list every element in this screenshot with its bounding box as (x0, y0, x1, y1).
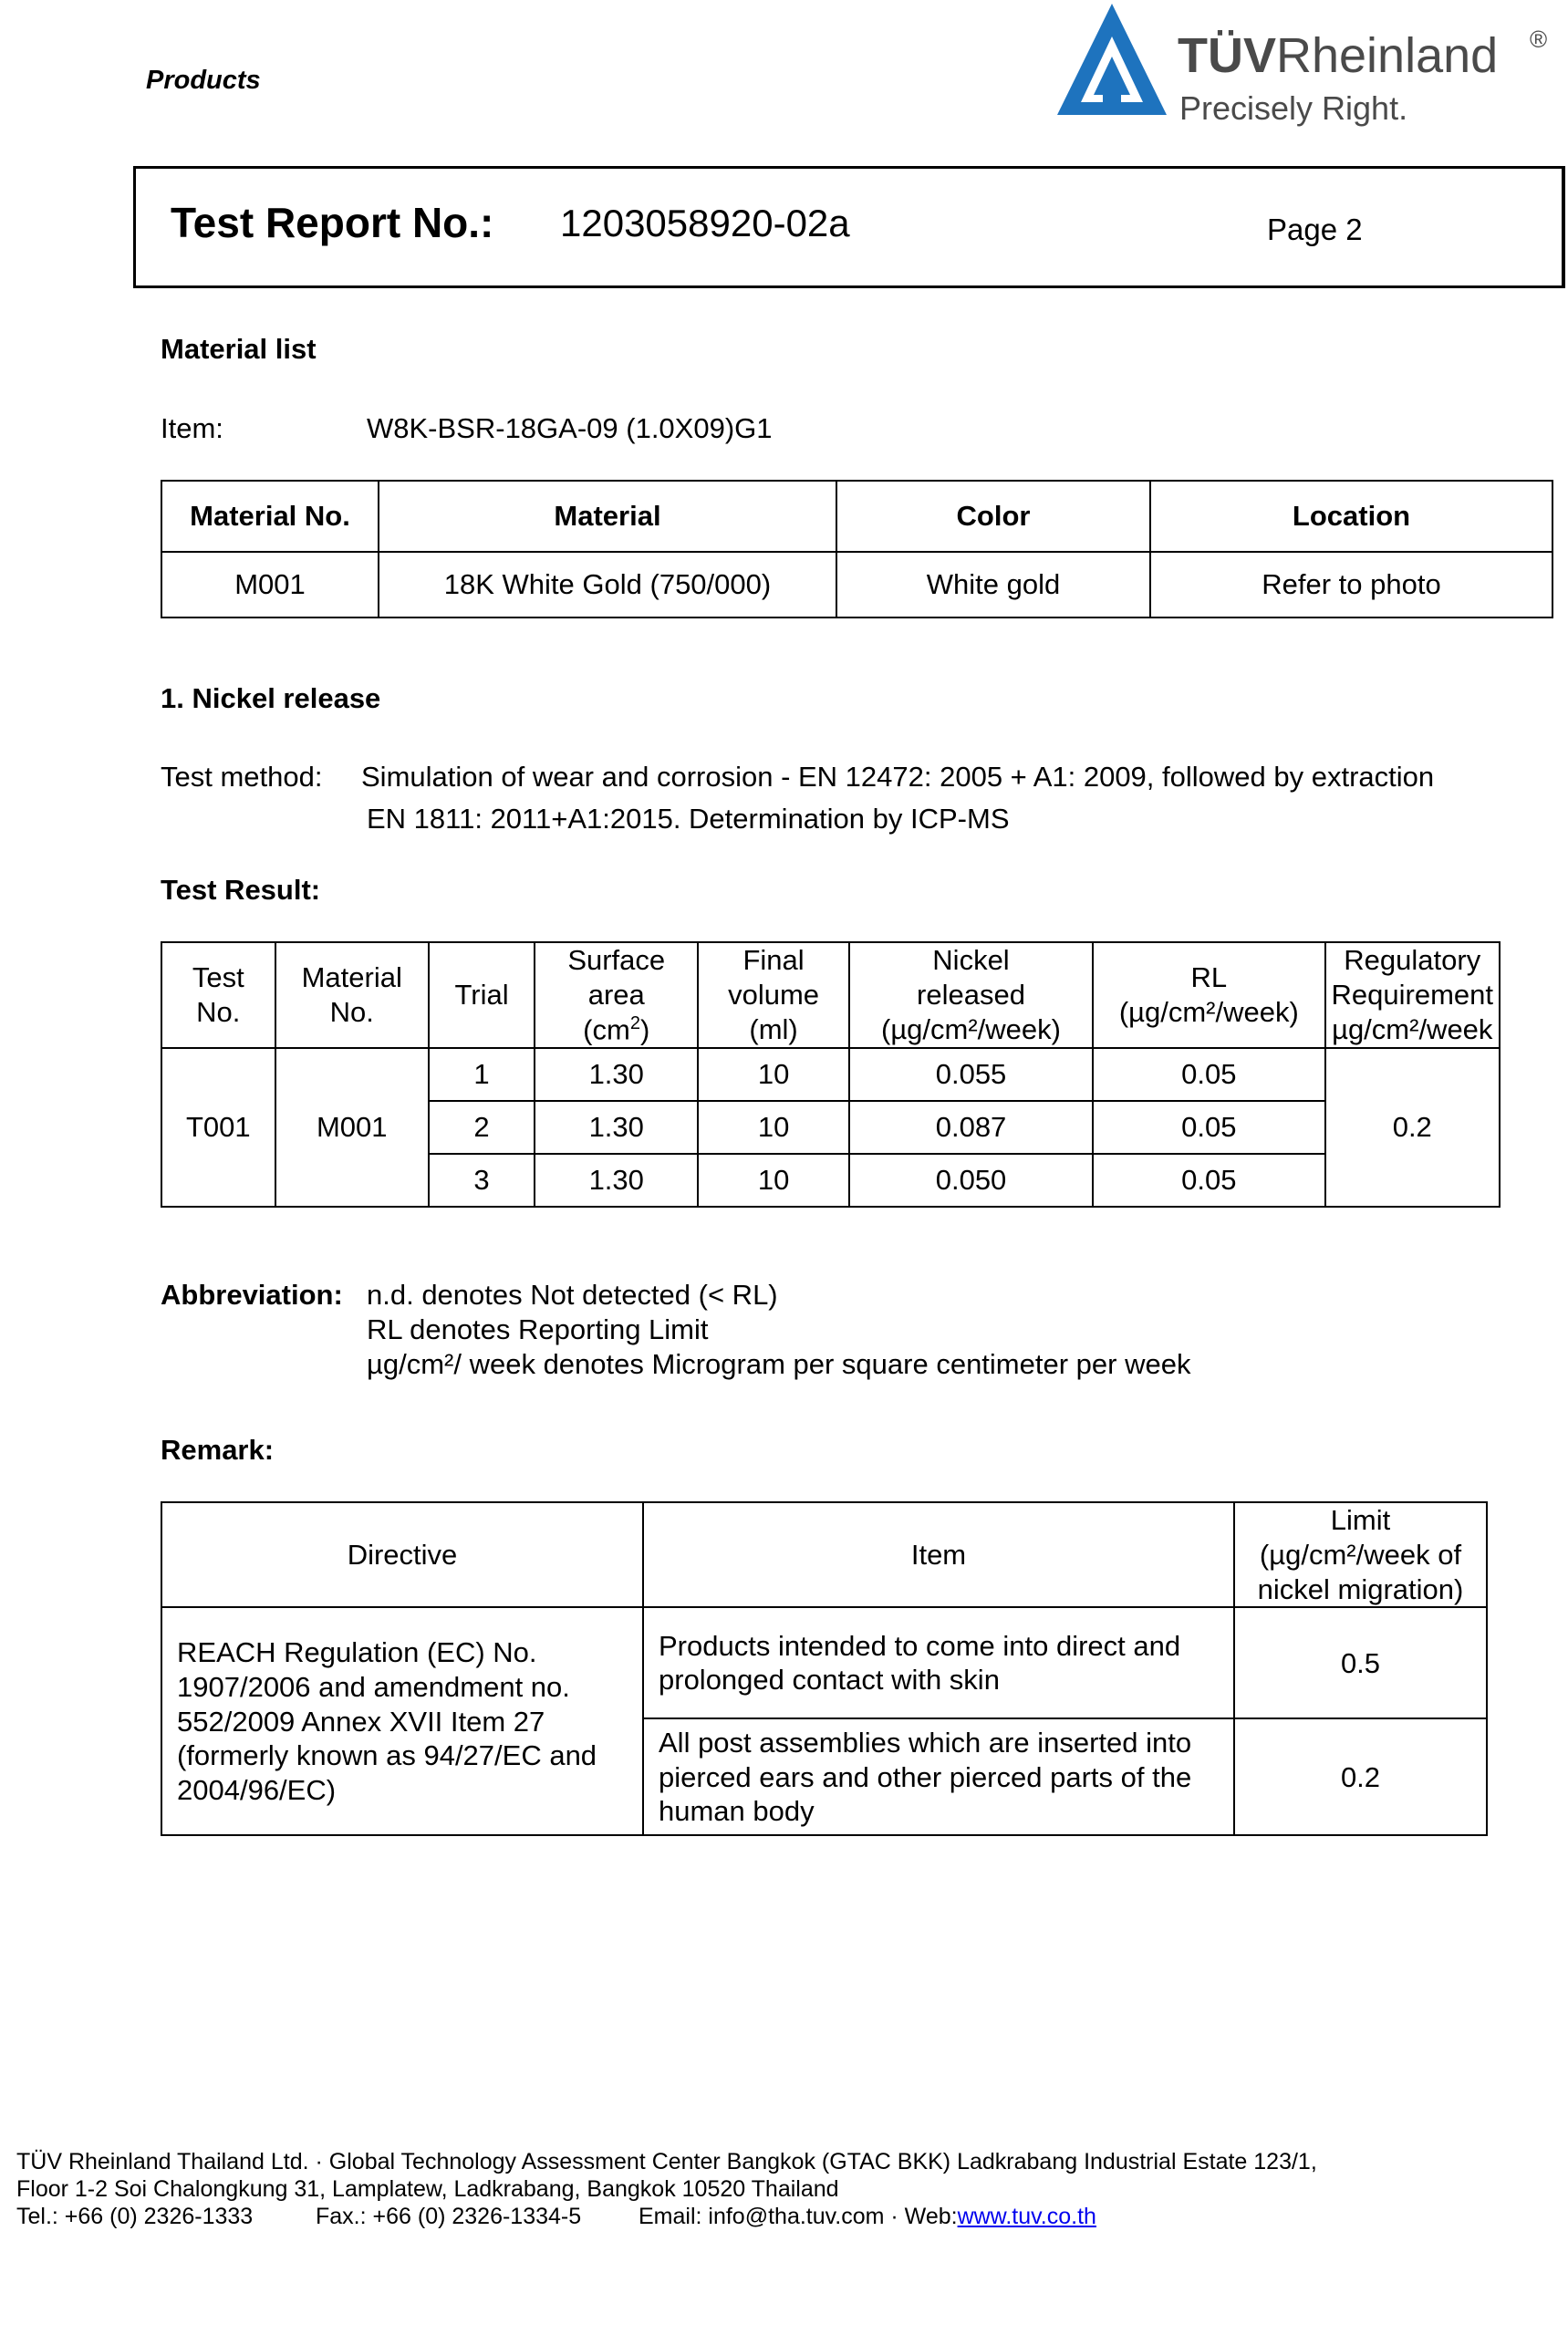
color-header: Color (836, 481, 1150, 552)
requirement-cell: 0.2 (1325, 1048, 1500, 1207)
material-cell: 18K White Gold (750/000) (379, 552, 836, 617)
test-method-label: Test method: (161, 761, 323, 793)
test-no-header: Test No. (161, 942, 275, 1048)
abbreviation-line: n.d. denotes Not detected (< RL) (367, 1279, 778, 1311)
surface-cell: 1.30 (535, 1101, 698, 1154)
surface-area-header: Surface area $(cm^2)$ (535, 942, 698, 1048)
material-no-header: Material No. (161, 481, 379, 552)
item-header: Item (643, 1502, 1234, 1607)
released-cell: 0.055 (849, 1048, 1093, 1101)
directive-cell: REACH Regulation (EC) No. 1907/2006 and amendment no. 552/2009 Annex XVII Item 27 (formerly known as 94/27/EC and 2004/96/EC) (161, 1607, 643, 1835)
rl-cell: 0.05 (1093, 1048, 1324, 1101)
registered-mark: ® (1530, 26, 1548, 53)
volume-cell: 10 (698, 1101, 849, 1154)
nickel-release-title: 1. Nickel release (161, 682, 381, 714)
surface-cell: 1.30 (535, 1154, 698, 1207)
item-value: W8K-BSR-18GA-09 (1.0X09)G1 (367, 412, 773, 444)
item-cell: Products intended to come into direct and prolonged contact with skin (643, 1607, 1234, 1718)
test-result-label: Test Result: (161, 874, 321, 906)
material-table (161, 480, 1553, 618)
trial-cell: 3 (429, 1154, 535, 1207)
surface-cell: 1.30 (535, 1048, 698, 1101)
trial-cell: 2 (429, 1101, 535, 1154)
rl-header: RL (µg/cm²/week) (1093, 942, 1324, 1048)
rl-cell: 0.05 (1093, 1154, 1324, 1207)
material-no-cell: M001 (275, 1048, 429, 1207)
footer-contact (639, 2204, 1096, 2230)
material-list-title: Material list (161, 333, 317, 365)
limit-cell: 0.5 (1234, 1607, 1487, 1718)
item-label: Item: (161, 412, 223, 444)
logo-wordmark: TÜVRheinland (1178, 28, 1499, 83)
trial-cell: 1 (429, 1048, 535, 1101)
remark-label: Remark: (161, 1434, 275, 1466)
location-cell: Refer to photo (1150, 552, 1552, 617)
color-cell: White gold (836, 552, 1150, 617)
nickel-released-header: Nickel released (µg/cm²/week) (849, 942, 1093, 1048)
abbreviation-line: RL denotes Reporting Limit (367, 1313, 709, 1345)
footer-fax: Fax.: +66 (0) 2326-1334-5 (316, 2204, 582, 2229)
abbreviation-label: Abbreviation: (161, 1279, 343, 1311)
volume-cell: 10 (698, 1154, 849, 1207)
material-no-cell: M001 (161, 552, 379, 617)
test-no-cell: T001 (161, 1048, 275, 1207)
footer-address-line2: Floor 1-2 Soi Chalongkung 31, Lamplatew, Ladkrabang, Bangkok 10520 Thailand (16, 2176, 839, 2202)
rl-cell: 0.05 (1093, 1101, 1324, 1154)
nickel-result-table (161, 941, 1501, 1208)
trial-header: Trial (429, 942, 535, 1048)
directive-header: Directive (161, 1502, 643, 1607)
final-volume-header: Final volume (ml) (698, 942, 849, 1048)
logo-tagline: Precisely Right. (1179, 89, 1408, 127)
report-number: 1203058920-02a (560, 202, 850, 244)
remark-table (161, 1501, 1488, 1836)
page-number: Page 2 (1267, 213, 1363, 246)
header-section-label: Products (146, 66, 261, 95)
volume-cell: 10 (698, 1048, 849, 1101)
report-header-box (133, 166, 1565, 288)
test-method-line2: EN 1811: 2011+A1:2015. Determination by ICP-MS (367, 803, 1010, 835)
released-cell: 0.087 (849, 1101, 1093, 1154)
limit-cell: 0.2 (1234, 1718, 1487, 1835)
abbreviation-line: µg/cm²/ week denotes Microgram per square centimeter per week (367, 1348, 1191, 1380)
location-header: Location (1150, 481, 1552, 552)
item-cell: All post assemblies which are inserted into pierced ears and other pierced parts of the human body (643, 1718, 1234, 1835)
limit-header: Limit (µg/cm²/week of nickel migration) (1234, 1502, 1487, 1607)
table-row (161, 1048, 1500, 1101)
footer-web-link[interactable]: www.tuv.co.th (957, 2204, 1096, 2229)
released-cell: 0.050 (849, 1154, 1093, 1207)
report-label: Test Report No.: (171, 199, 494, 246)
table-row (161, 1607, 1487, 1718)
material-no-header: Material No. (275, 942, 429, 1048)
triangle-logo-icon (1054, 0, 1172, 137)
test-method-line1: Simulation of wear and corrosion - EN 12472: 2005 + A1: 2009, followed by extraction (361, 761, 1435, 793)
table-row (161, 552, 1552, 617)
footer-email: Email: info@tha.tuv.com · Web: (639, 2204, 958, 2229)
footer-tel: Tel.: +66 (0) 2326-1333 (16, 2204, 254, 2229)
regulatory-header: Regulatory Requirement µg/cm²/week (1325, 942, 1500, 1048)
footer-address-line1: TÜV Rheinland Thailand Ltd. · Global Technology Assessment Center Bangkok (GTAC BKK) Ladkrabang Industrial Estate 123/1, (16, 2149, 1317, 2174)
tuv-logo (1054, 0, 1564, 137)
material-header: Material (379, 481, 836, 552)
